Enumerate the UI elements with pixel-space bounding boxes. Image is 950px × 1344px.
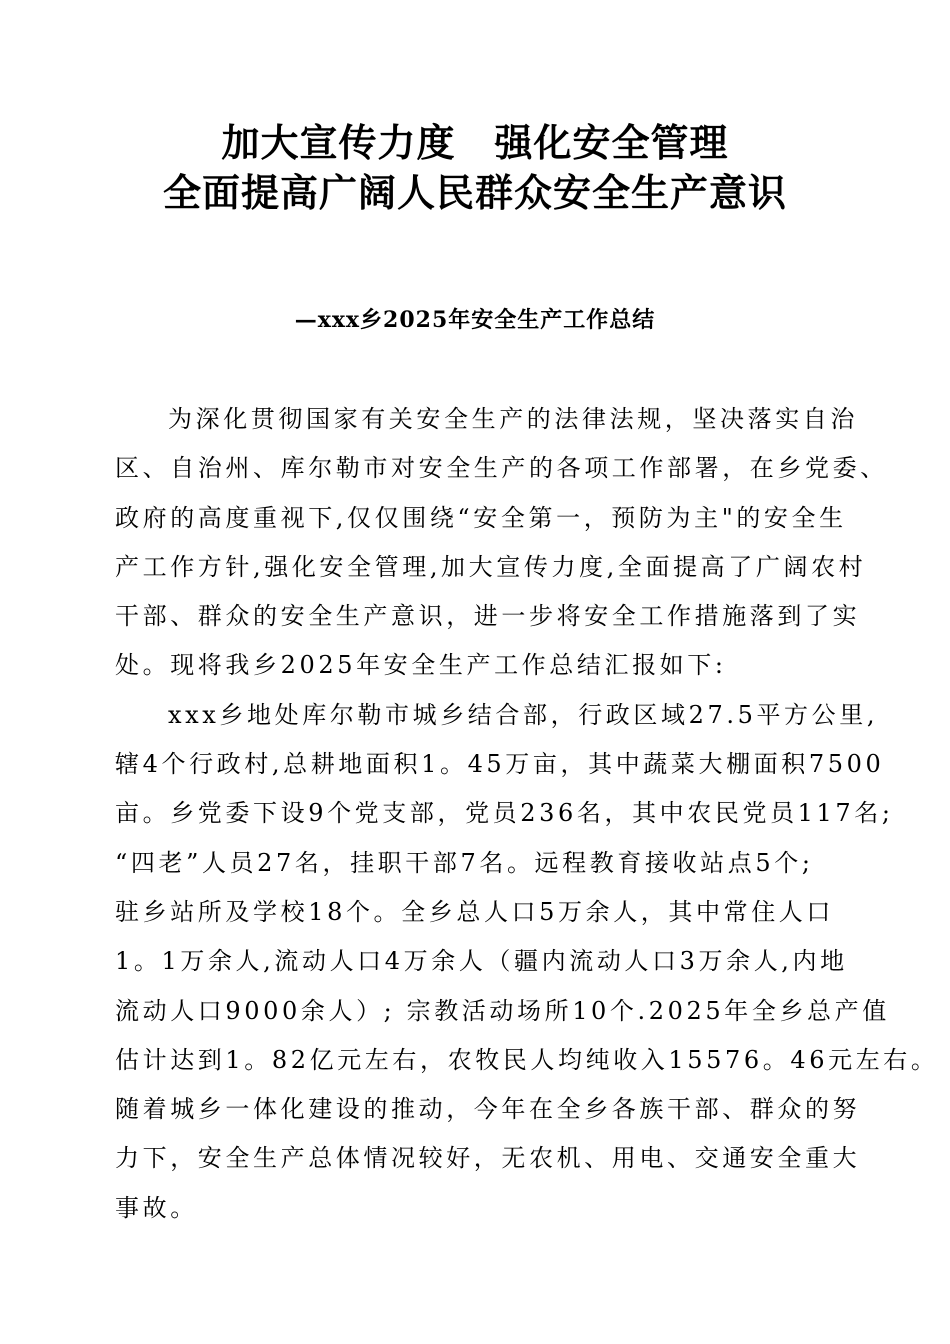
text-line: 政府的高度重视下,仅仅围绕“安全第一，预防为主"的安全生 (115, 503, 847, 532)
text-line: 为深化贯彻国家有关安全生产的法律法规，坚决落实自治 (168, 405, 858, 433)
text-line: 随着城乡一体化建设的推动，今年在全乡各族干部、群众的努 (115, 1095, 861, 1124)
title-line-2: 全面提高广阔人民群众安全生产意识 (162, 171, 787, 215)
text-line: 干部、群众的安全生产意识，进一步将安全工作措施落到了实 (115, 602, 861, 631)
text-line: 处。现将我乡2025年安全生产工作总结汇报如下: (115, 651, 727, 680)
text-line: “四老”人员27名，挂职干部7名。远程教育接收站点5个; (115, 848, 814, 877)
title-line-1: 加大宣传力度 强化安全管理 (221, 121, 729, 165)
text-line: 区、自治州、库尔勒市对安全生产的各项工作部署，在乡党委、 (115, 454, 888, 483)
text-line: 1。1万余人,流动人口4万余人（疆内流动人口3万余人,内地 (115, 947, 848, 976)
paragraph-intro (115, 395, 888, 691)
text-line: 辖4个行政村,总耕地面积1。45万亩，其中蔬菜大棚面积7500 (115, 750, 885, 779)
text-line: 流动人口9000余人）; 宗教活动场所10个.2025年全乡总产值 (115, 996, 890, 1025)
paragraph-overview (115, 691, 939, 1233)
text-line: 力下，安全生产总体情况较好，无农机、用电、交通安全重大 (115, 1144, 861, 1173)
text-line: xxx乡地处库尔勒市城乡结合部，行政区域27.5平方公里, (168, 700, 879, 729)
text-line: 亩。乡党委下设9个党支部，党员236名，其中农民党员117名; (115, 799, 894, 828)
body-text (115, 395, 939, 1233)
text-line: 驻乡站所及学校18个。全乡总人口5万余人，其中常住人口 (115, 897, 835, 926)
text-line: 估计达到1。82亿元左右，农牧民人均纯收入15576。46元左右。 (115, 1045, 939, 1074)
text-line: 事故。 (115, 1193, 198, 1222)
subtitle: —xxx乡2025年安全生产工作总结 (294, 307, 656, 333)
text-line: 产工作方针,强化安全管理,加大宣传力度,全面提高了广阔农村 (115, 552, 867, 581)
